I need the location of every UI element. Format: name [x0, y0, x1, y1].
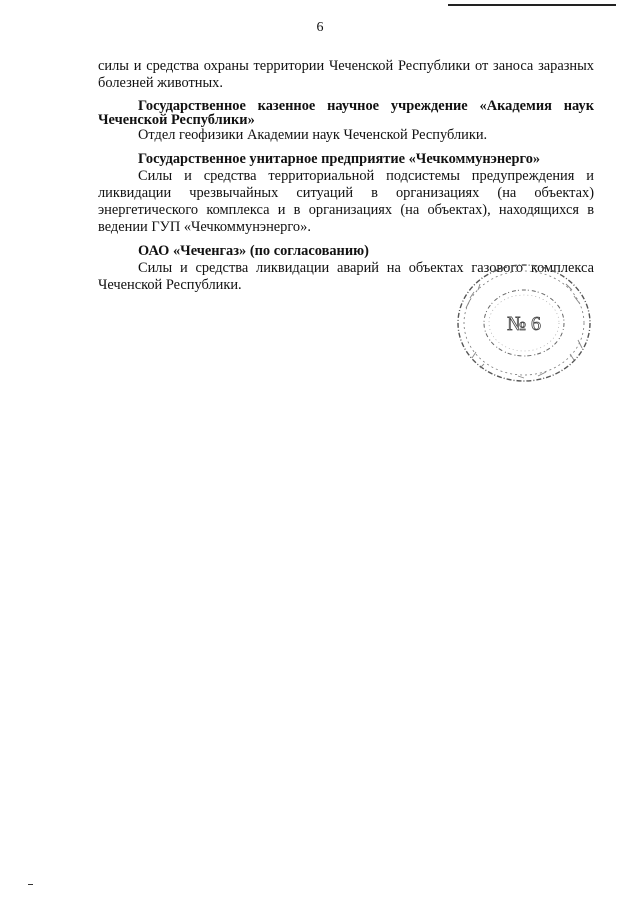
page-number: 6 [316, 20, 324, 35]
heading-chechengaz: ОАО «Чеченгаз» (по согласованию) [138, 243, 369, 259]
paragraph-gas-complex: Силы и средства ликвидации аварий на объектах газового комплекса Чеченской Республики. [98, 260, 594, 293]
document-body [98, 58, 594, 294]
top-rule [448, 4, 616, 6]
paragraph-energy-complex: Силы и средства территориальной подсистемы предупреждения и ликвидации чрезвычайных ситуаций в организациях (на объектах) энергетического комплекса и в организациях (на объектах), находящихся в ведении ГУП «Чечкоммунэнерго». [98, 168, 594, 235]
round-stamp [454, 260, 594, 386]
corner-mark [28, 884, 33, 885]
paragraph-animal-disease-protection: силы и средства охраны территории Чеченской Республики от заноса заразных болезней животных. [98, 58, 594, 91]
heading-academy-of-sciences: Государственное казенное научное учреждение «Академия наук Чеченской Республики» [98, 98, 594, 128]
paragraph-geophysics-department: Отдел геофизики Академии наук Чеченской Республики. [138, 127, 488, 143]
heading-chechkommunenergo: Государственное унитарное предприятие «Чечкоммунэнерго» [138, 151, 541, 167]
stamp-number: № 6 [506, 313, 542, 335]
